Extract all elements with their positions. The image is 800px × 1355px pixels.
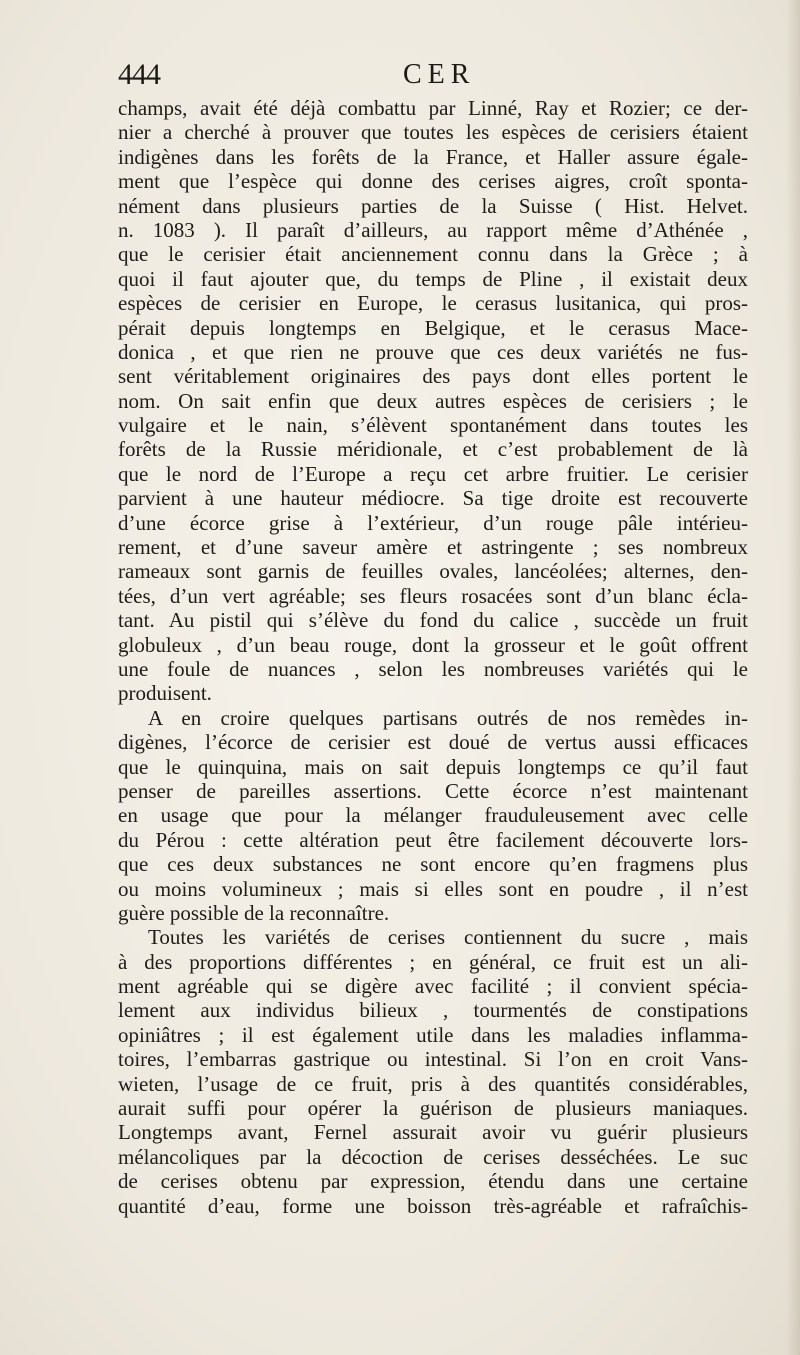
text-line: que le quinquina, mais on sait depuis longtemps ce qu’il faut <box>118 754 748 779</box>
text-line: que le cerisier était anciennement connu dans la Grèce ; à <box>118 242 748 267</box>
text-line: ment agréable qui se digère avec facilité ; il convient spécia- <box>118 974 748 999</box>
page-number: 444 <box>118 58 160 91</box>
text-line: en usage que pour la mélanger frauduleusement avec celle <box>118 803 748 828</box>
text-line: indigènes dans les forêts de la France, et Haller assure égale- <box>118 144 748 169</box>
text-line: penser de pareilles assertions. Cette écorce n’est maintenant <box>118 778 748 803</box>
text-line: Longtemps avant, Fernel assurait avoir vu guérir plusieurs <box>118 1120 748 1145</box>
running-head: CER <box>403 59 476 90</box>
text-line: Toutes les variétés de cerises contiennent du sucre , mais <box>148 925 748 950</box>
text-line: ment que l’espèce qui donne des cerises aigres, croît sponta- <box>118 169 748 194</box>
text-line: tées, d’un vert agréable; ses fleurs rosacées sont d’un blanc écla- <box>118 583 748 608</box>
page-header <box>118 56 748 96</box>
text-line: pérait depuis longtemps en Belgique, et le cerasus Mace- <box>118 315 748 340</box>
text-line: donica , et que rien ne prouve que ces deux variétés ne fus- <box>118 339 748 364</box>
text-line: quoi il faut ajouter que, du temps de Pline , il existait deux <box>118 266 748 291</box>
text-line: parvient à une hauteur médiocre. Sa tige droite est recouverte <box>118 486 748 511</box>
text-line: n. 1083 ). Il paraît d’ailleurs, au rapport même d’Athénée , <box>118 217 748 242</box>
text-line: aurait suffi pour opérer la guérison de plusieurs maniaques. <box>118 1096 748 1121</box>
text-line: opiniâtres ; il est également utile dans les maladies inflamma- <box>118 1022 748 1047</box>
text-line: produisent. <box>118 681 212 706</box>
text-line: à des proportions différentes ; en général, ce fruit est un ali- <box>118 949 748 974</box>
text-line: vulgaire et le nain, s’élèvent spontanément dans toutes les <box>118 413 748 438</box>
text-line: ou moins volumineux ; mais si elles sont en poudre , il n’est <box>118 876 748 901</box>
text-line: d’une écorce grise à l’extérieur, d’un rouge pâle intérieu- <box>118 510 748 535</box>
text-line: de cerises obtenu par expression, étendu dans une certaine <box>118 1169 748 1194</box>
text-line: sent véritablement originaires des pays dont elles portent le <box>118 364 748 389</box>
body-text <box>118 96 748 1218</box>
text-line: espèces de cerisier en Europe, le cerasus lusitanica, qui pros- <box>118 291 748 316</box>
text-line: A en croire quelques partisans outrés de nos remèdes in- <box>148 705 748 730</box>
text-line: forêts de la Russie méridionale, et c’est probablement de là <box>118 437 748 462</box>
text-line: rameaux sont garnis de feuilles ovales, lancéolées; alternes, den- <box>118 559 748 584</box>
page-edge-shadow <box>786 0 800 1355</box>
text-line: guère possible de la reconnaître. <box>118 900 390 925</box>
text-line: mélancoliques par la décoction de cerises desséchées. Le suc <box>118 1144 748 1169</box>
text-line: nier a cherché à prouver que toutes les espèces de cerisiers étaient <box>118 120 748 145</box>
text-line: toires, l’embarras gastrique ou intestinal. Si l’on en croit Vans- <box>118 1047 748 1072</box>
text-line: une foule de nuances , selon les nombreuses variétés qui le <box>118 656 748 681</box>
text-line: nom. On sait enfin que deux autres espèces de cerisiers ; le <box>118 388 748 413</box>
text-line: que ces deux substances ne sont encore qu’en fragmens plus <box>118 852 748 877</box>
text-line: que le nord de l’Europe a reçu cet arbre fruitier. Le cerisier <box>118 461 748 486</box>
text-line: globuleux , d’un beau rouge, dont la grosseur et le goût offrent <box>118 632 748 657</box>
text-line: rement, et d’une saveur amère et astringente ; ses nombreux <box>118 535 748 560</box>
text-line: lement aux individus bilieux , tourmentés de constipations <box>118 998 748 1023</box>
text-line: champs, avait été déjà combattu par Linné, Ray et Rozier; ce der- <box>118 96 748 120</box>
text-line: nément dans plusieurs parties de la Suisse ( Hist. Helvet. <box>118 193 748 218</box>
text-line: du Pérou : cette altération peut être facilement découverte lors- <box>118 827 748 852</box>
text-line: wieten, l’usage de ce fruit, pris à des quantités considérables, <box>118 1071 748 1096</box>
text-line: quantité d’eau, forme une boisson très-agréable et rafraîchis- <box>118 1193 748 1218</box>
text-line: digènes, l’écorce de cerisier est doué de vertus aussi efficaces <box>118 730 748 755</box>
text-line: tant. Au pistil qui s’élève du fond du calice , succède un fruit <box>118 608 748 633</box>
